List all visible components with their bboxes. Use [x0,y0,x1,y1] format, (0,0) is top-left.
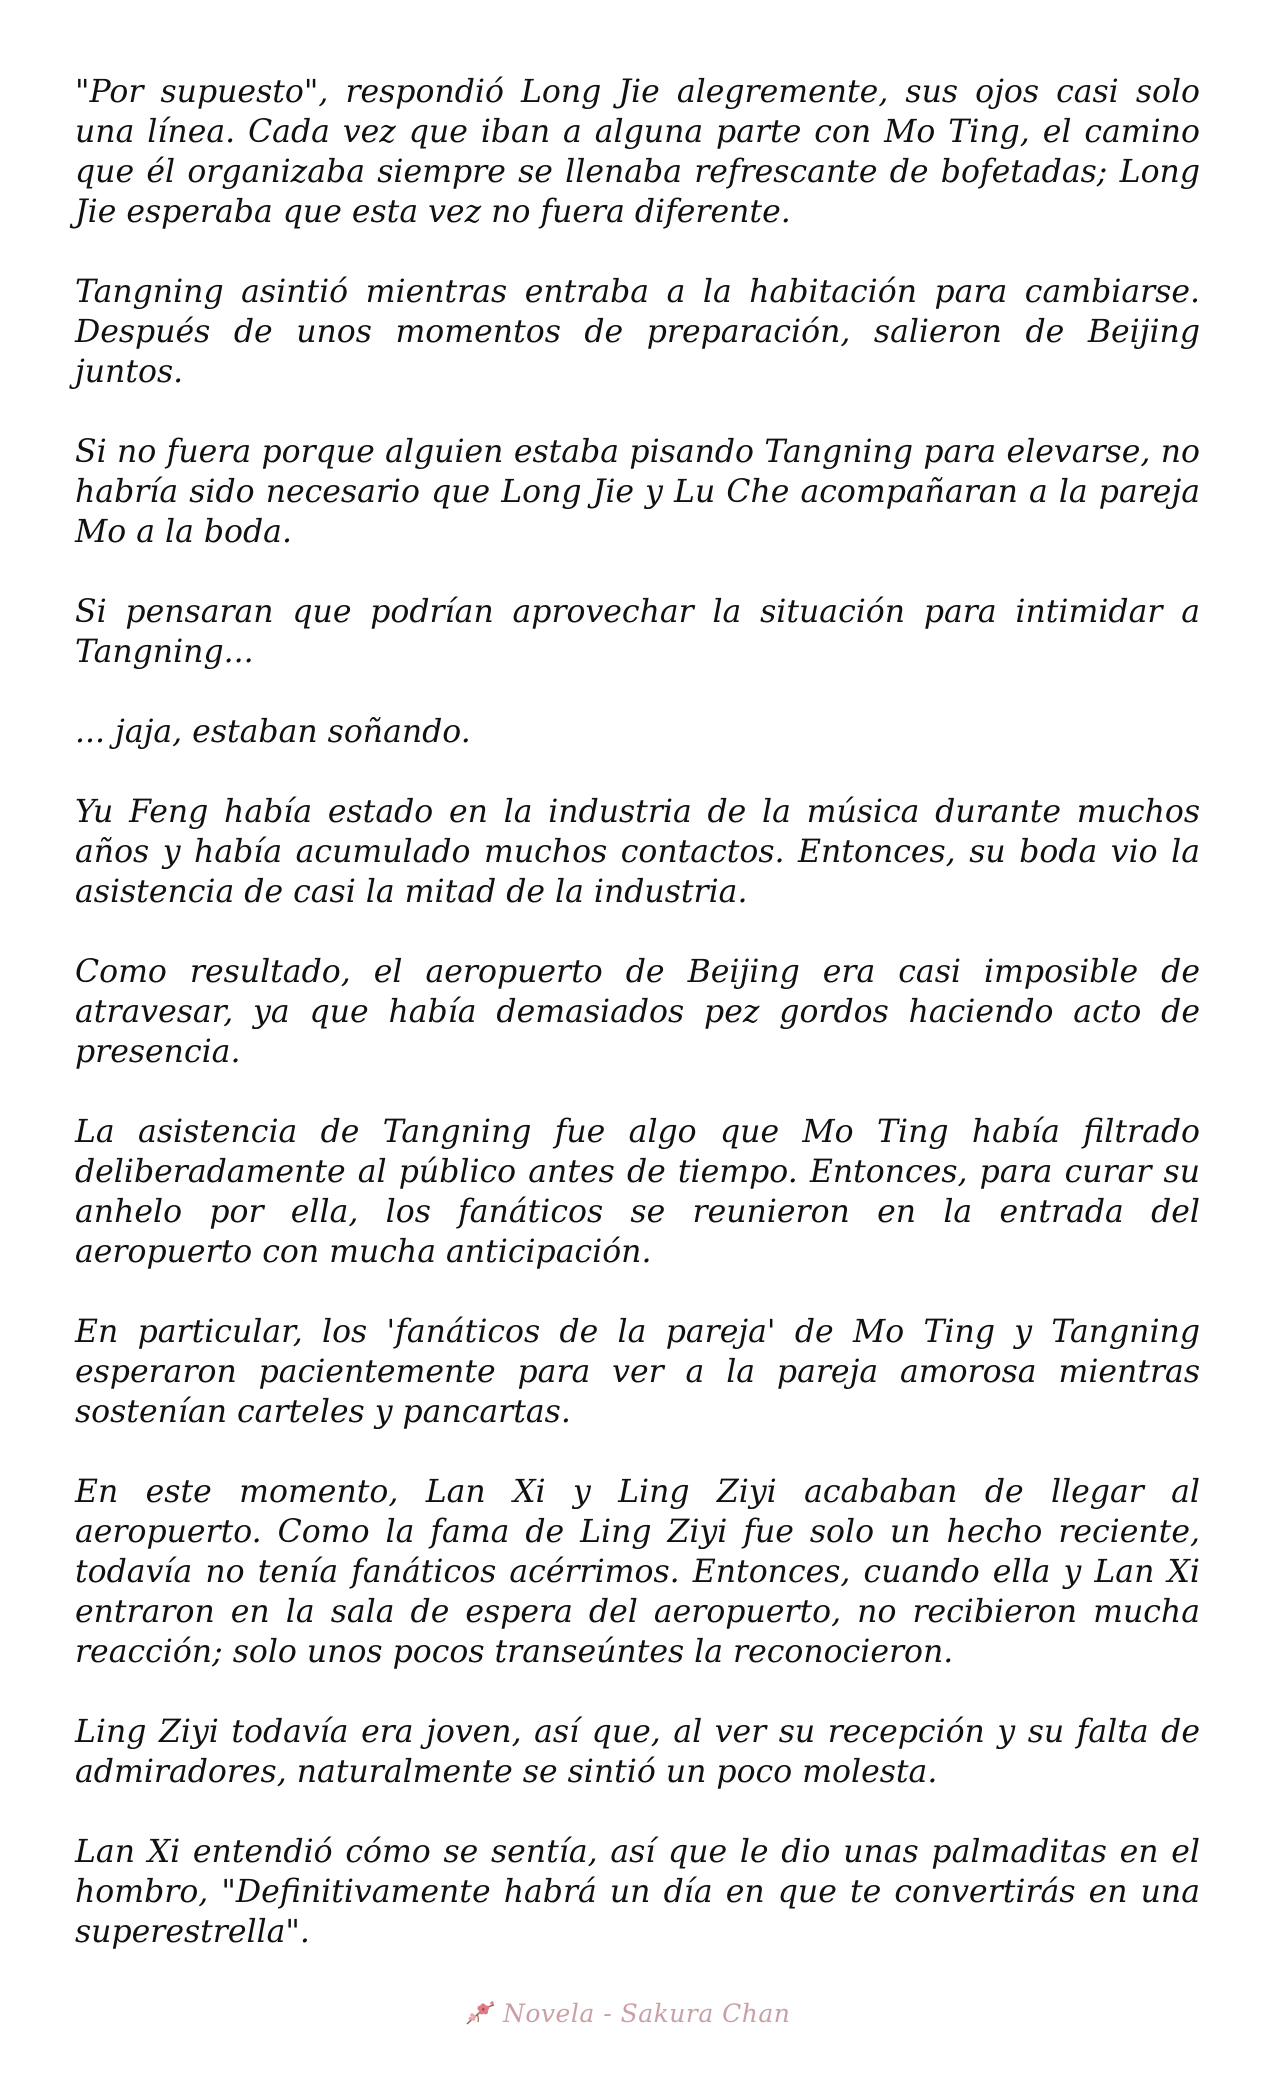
paragraph: Si pensaran que podrían aprovechar la situación para intimidar a Tangning... [75,594,1200,670]
paragraph: Yu Feng había estado en la industria de la música durante muchos años y había acumulado muchos contactos. Entonces, su boda vio la asistencia de casi la mitad de la industria. [75,794,1200,910]
paragraph: Como resultado, el aeropuerto de Beijing era casi imposible de atravesar, ya que había demasiados pez gordos haciendo acto de presencia. [75,954,1200,1070]
watermark-text: Novela - Sakura Chan [503,1998,791,2028]
paragraph: "Por supuesto", respondió Long Jie alegremente, sus ojos casi solo una línea. Cada vez que iban a alguna parte con Mo Ting, el camino que él organizaba siempre se llenaba refrescante de bofetadas; Long Jie esperaba que esta vez no fuera diferente. [75,74,1200,230]
paragraph: En este momento, Lan Xi y Ling Ziyi acababan de llegar al aeropuerto. Como la fama de Ling Ziyi fue solo un hecho reciente, todavía no tenía fanáticos acérrimos. Entonces, cuando ella y Lan Xi entraron en la sala de espera del aeropuerto, no recibieron mucha reacción; solo unos pocos transeúntes la reconocieron. [75,1474,1200,1670]
watermark [463,1990,823,2036]
paragraph: Tangning asintió mientras entraba a la habitación para cambiarse. Después de unos momentos de preparación, salieron de Beijing juntos. [75,274,1200,390]
paragraph: Si no fuera porque alguien estaba pisando Tangning para elevarse, no habría sido necesario que Long Jie y Lu Che acompañaran a la pareja Mo a la boda. [75,434,1200,550]
paragraph: Ling Ziyi todavía era joven, así que, al ver su recepción y su falta de admiradores, naturalmente se sintió un poco molesta. [75,1714,1200,1790]
chapter-text [75,72,1200,1952]
paragraph: ... jaja, estaban soñando. [75,714,471,750]
sakura-blossom-icon [463,1998,497,2028]
paragraph: La asistencia de Tangning fue algo que Mo Ting había filtrado deliberadamente al público antes de tiempo. Entonces, para curar su anhelo por ella, los fanáticos se reunieron en la entrada del aeropuerto con mucha anticipación. [75,1114,1200,1270]
paragraph: En particular, los 'fanáticos de la pareja' de Mo Ting y Tangning esperaron pacientemente para ver a la pareja amorosa mientras sostenían carteles y pancartas. [75,1314,1200,1430]
paragraph: Lan Xi entendió cómo se sentía, así que le dio unas palmaditas en el hombro, "Definitivamente habrá un día en que te convertirás en una superestrella". [75,1834,1200,1950]
